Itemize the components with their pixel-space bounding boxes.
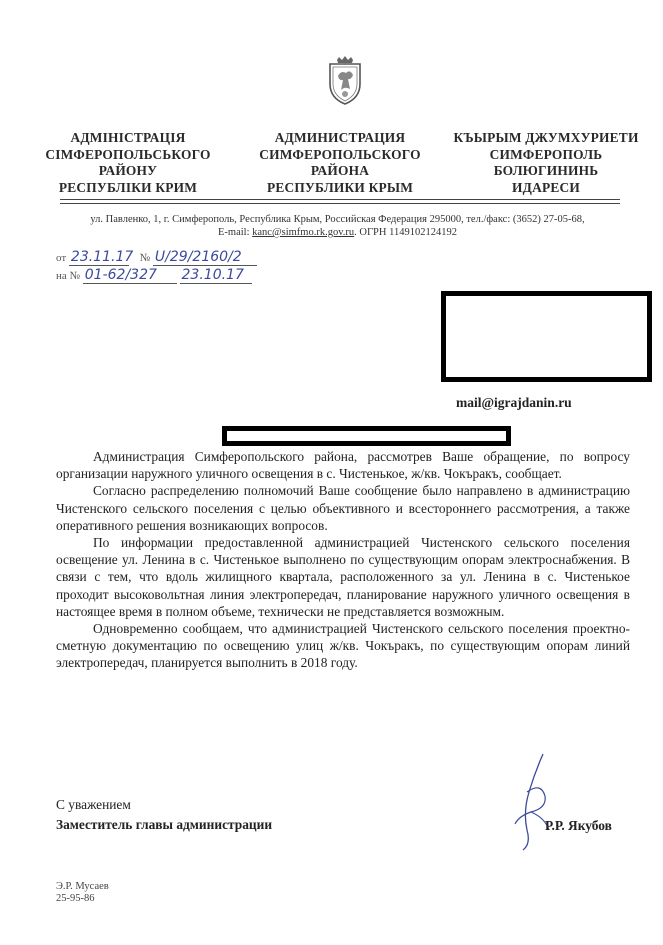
executor-block: [56, 881, 109, 905]
executor-phone: 25-95-86: [56, 893, 95, 904]
letterhead-ukrainian-line: СІМФЕРОПОЛЬСЬКОГО: [45, 146, 211, 162]
redacted-salutation: [222, 426, 511, 446]
body-paragraph: По информации предоставленной администрацией Чистенского сельского поселения освещение ул. Ленина в с. Чистенькое выполнено по существующим опорам электроснабжения. В связи с тем, что вдоль жилищного квартала, расположенного за ул. Ленина в с. Чистенькое проходит высоковольтная линия электропередач, планирование наружного уличного освещения в настоящее время в полном объеме, технически не представляется возможным.: [56, 535, 630, 619]
ref-label: на №: [56, 270, 81, 282]
body-paragraph: Согласно распределению полномочий Ваше сообщение было направлено в администрацию Чистенского сельского поселения с целью объективного и всестороннего рассмотрения, а также оперативного решения возникающих вопросов.: [56, 483, 630, 533]
letterhead-ukrainian-line: РАЙОНУ: [98, 163, 158, 178]
recipient-email: mail@igrajdanin.ru: [456, 395, 572, 410]
letter-body: [56, 448, 630, 672]
from-date: 23.11.17: [70, 249, 134, 265]
closing-text: С уважением: [56, 797, 131, 812]
letterhead-crimean-tatar-line: БОЛЮГИНИНЬ: [493, 163, 599, 178]
letterhead-crimean-tatar-line: СИМФЕРОПОЛЬ: [489, 146, 603, 162]
letterhead-ukrainian: [38, 130, 218, 196]
address-line: ул. Павленко, 1, г. Симферополь, Республика Крым, Российская Федерация 295000, тел./факс: (3652) 27-05-68,: [90, 214, 585, 225]
registration-outgoing: [56, 249, 257, 266]
letterhead-russian-line: СИМФЕРОПОЛЬСКОГО: [259, 146, 421, 162]
letterhead-crimean-tatar: [436, 130, 656, 196]
letterhead-address: [60, 213, 615, 239]
letterhead-rule-top: [60, 199, 620, 200]
body-paragraph: Администрация Симферопольского района, рассмотрев Ваше обращение, по вопросу организации наружного уличного освещения в с. Чистенькое, ж/кв. Чокъракъ, сообщает.: [56, 449, 630, 482]
signatory-position: Заместитель главы администрации: [56, 817, 273, 832]
handwritten-signature: [505, 752, 555, 852]
letterhead-russian-line: РЕСПУБЛИКИ КРЫМ: [266, 179, 414, 195]
letterhead-ukrainian-line: АДМІНІСТРАЦІЯ: [70, 130, 186, 145]
letterhead-ukrainian-line: РЕСПУБЛІКИ КРИМ: [58, 179, 198, 195]
executor-name: Э.Р. Мусаев: [56, 881, 109, 892]
letterhead-russian-line: АДМИНИСТРАЦИЯ: [274, 130, 406, 145]
letterhead-russian: [240, 130, 440, 196]
email-label: E-mail:: [218, 227, 250, 238]
redacted-recipient-block: [441, 291, 652, 382]
outgoing-number: U/29/2160/2: [153, 249, 257, 266]
from-label: от: [56, 252, 67, 264]
letterhead-crimean-tatar-line: КЪЫРЫМ ДЖУМХУРИЕТИ: [453, 130, 639, 145]
signatory-name: Р.Р. Якубов: [545, 818, 612, 833]
registration-reference: [56, 267, 252, 284]
ogrn-text: . ОГРН 1149102124192: [354, 227, 457, 238]
coat-of-arms-emblem: [324, 56, 366, 106]
letterhead-rule-bottom: [60, 203, 620, 204]
number-label: №: [139, 252, 151, 264]
body-paragraph: Одновременно сообщаем, что администрацией Чистенского сельского поселения проектно-сметную документацию по освещению улиц ж/кв. Чокъракъ, по существующим опорам линий электропередач, планируется выполнить в 2018 году.: [56, 621, 630, 671]
ref-number: 01-62/327: [83, 267, 177, 284]
letterhead-crimean-tatar-line: ИДАРЕСИ: [512, 179, 580, 195]
email-link[interactable]: kanc@simfmo.rk.gov.ru: [252, 227, 355, 238]
ref-date: 23.10.17: [180, 267, 252, 284]
letterhead-russian-line: РАЙОНА: [310, 163, 370, 178]
